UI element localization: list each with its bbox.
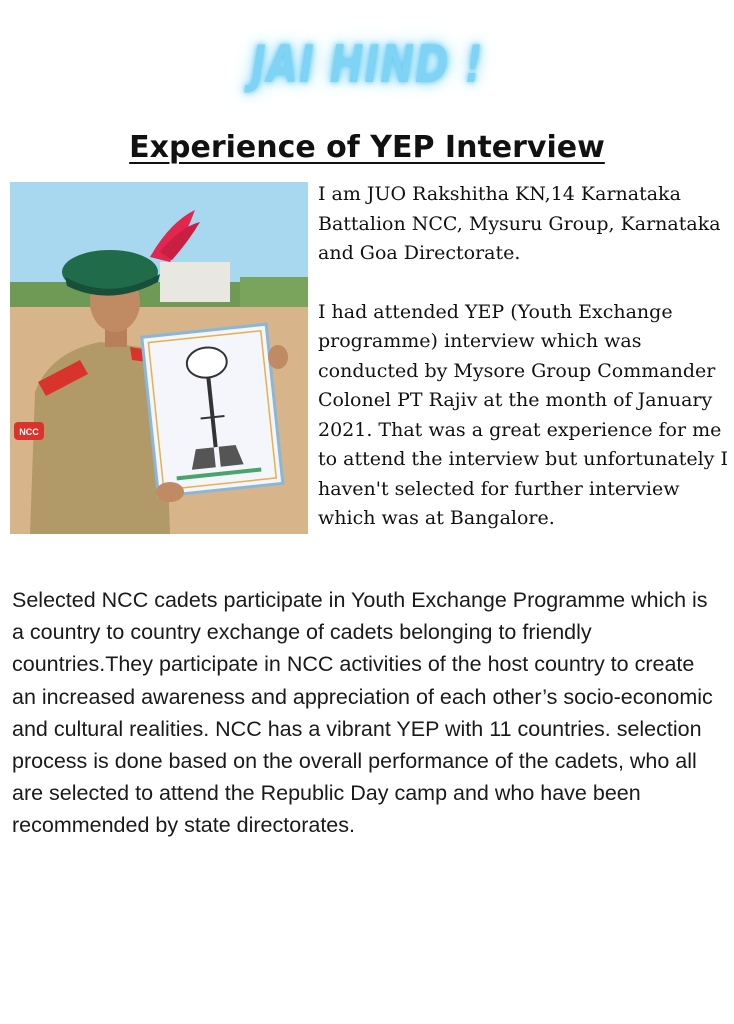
- banner-title: JAI HIND !: [250, 35, 484, 95]
- banner: [0, 20, 734, 110]
- intro-paragraph: I had attended YEP (Youth Exchange programme) interview which was conducted by Mysore Group Commander Colonel PT Rajiv at the month of January 2021. That was a great experience for me to attend the interview but unfortunately I haven't selected for further interview which was at Bangalore.: [318, 300, 728, 529]
- intro-paragraph: I am JUO Rakshitha KN,14 Karnataka Battalion NCC, Mysuru Group, Karnataka and Goa Directorate.: [318, 183, 721, 264]
- intro-text: [318, 180, 730, 534]
- body-text: [12, 584, 724, 842]
- page-title: Experience of YEP Interview: [129, 130, 605, 165]
- cadet-photo-illustration: [10, 182, 308, 534]
- cadet-photo: [10, 182, 308, 534]
- body-paragraph: Selected NCC cadets participate in Youth Exchange Programme which is a country to country exchange of cadets belonging to friendly countries.They participate in NCC activities of the host country to create an increased awareness and appreciation of each other’s socio-economic and cultural realities. NCC has a vibrant YEP with 11 countries. selection process is done based on the overall performance of the cadets, who all are selected to attend the Republic Day camp and who have been recommended by state directorates.: [12, 588, 713, 838]
- ncc-badge-label: NCC: [19, 427, 39, 437]
